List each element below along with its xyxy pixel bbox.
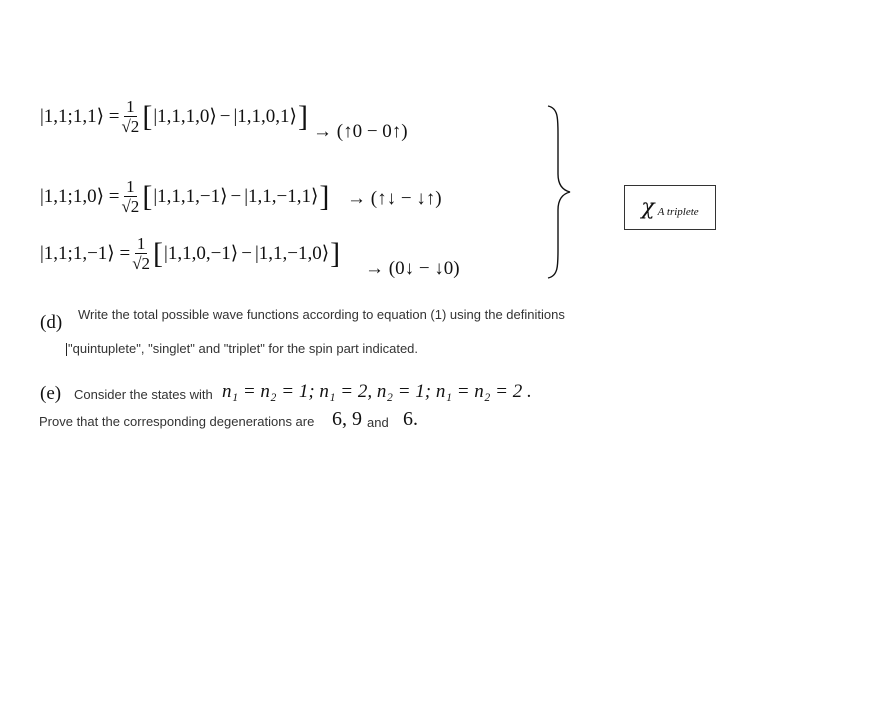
curly-brace-icon [540,104,580,280]
part-d-line-1: Write the total possible wave functions according to equation (1) using the definitions [78,307,565,322]
fraction [121,98,139,135]
chi-symbol: χ [641,195,655,220]
equation-lhs: |1,1;1,1⟩ = [40,106,120,127]
fraction [121,178,139,215]
minus-sign: − [241,242,252,264]
equation-row-3 [40,235,341,272]
part-e-values-2: 6. [403,408,418,430]
chi-triplet-box [624,185,716,230]
equation-ket-2: |1,1,−1,1⟩ [244,186,319,207]
chi-subscript: A triplete [657,205,699,218]
close-bracket: ] [319,179,330,213]
spin-note-3: → (0↓ − ↓0) [365,258,460,279]
spin-note-2: → (↑↓ − ↓↑) [347,188,442,209]
fraction-denominator: √2 [121,117,140,136]
minus-sign: − [219,105,231,127]
open-bracket: [ [153,236,164,270]
equation-lhs: |1,1;1,−1⟩ = [40,243,131,264]
fraction-numerator: 1 [136,234,146,253]
text-cursor-icon [66,343,67,356]
spin-note-1: → (↑0 − 0↑) [313,121,408,142]
equation-row-2 [40,178,330,215]
part-d-open-quote: " [68,341,73,356]
equation-ket-2: |1,1,−1,0⟩ [254,243,330,264]
fraction-denominator: √2 [121,197,140,216]
fraction-numerator: 1 [126,97,135,116]
part-d-line-2 [66,341,418,356]
equation-row-1 [40,98,309,135]
equation-ket-2: |1,1,0,1⟩ [233,106,297,127]
close-bracket: ] [297,99,308,133]
part-e-and: and [367,415,389,430]
equation-ket-1: |1,1,1,−1⟩ [153,186,228,207]
fraction [132,235,150,272]
part-e-states: n₁ = n₂ = 1; n₁ = 2, n₂ = 1; n₁ = n₂ = 2 . [222,381,532,402]
close-bracket: ] [330,236,341,270]
minus-sign: − [230,185,242,207]
fraction-denominator: √2 [132,254,151,273]
equation-ket-1: |1,1,0,−1⟩ [164,243,239,264]
equation-lhs: |1,1;1,0⟩ = [40,186,120,207]
open-bracket: [ [142,179,153,213]
part-d-label: (d) [40,312,63,333]
open-bracket: [ [142,99,153,133]
part-e-label: (e) [40,383,62,404]
part-e-line-2: Prove that the corresponding degenerations are [39,414,315,429]
part-e-values-1: 6, 9 [332,408,362,430]
part-e-intro: Consider the states with [74,387,213,402]
fraction-numerator: 1 [126,177,135,196]
equation-ket-1: |1,1,1,0⟩ [153,106,217,127]
part-d-line-2-text: quintuplete", "singlet" and "triplet" for the spin part indicated. [72,341,419,356]
